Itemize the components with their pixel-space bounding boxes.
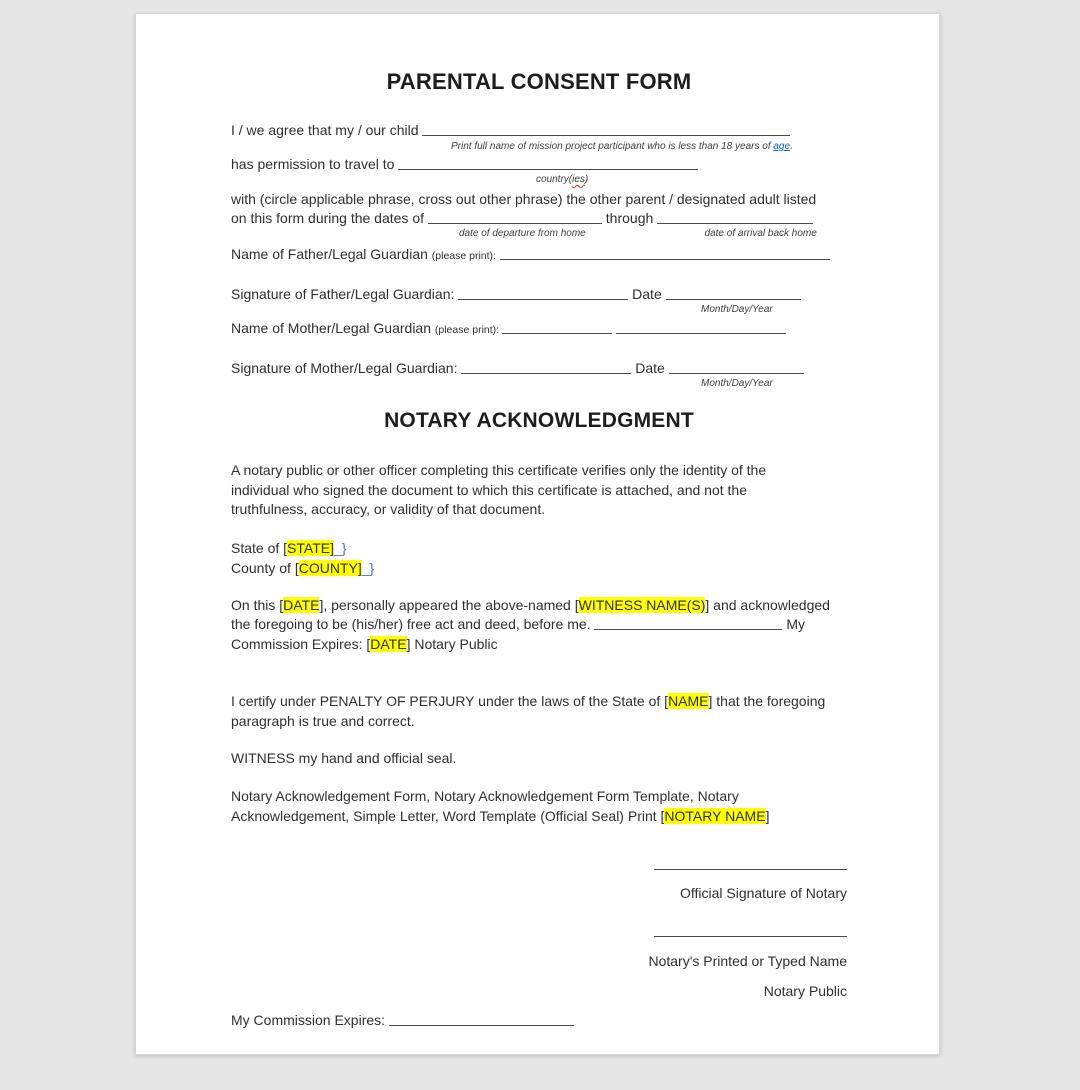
blank-line	[398, 156, 698, 170]
placeholder-highlight[interactable]: NAME	[668, 693, 709, 709]
blank-line	[654, 923, 847, 937]
notary-signature-block	[231, 856, 847, 1001]
accompanying-adult-line	[231, 190, 847, 209]
small-note: (please print):	[434, 324, 503, 336]
caption-dates-row	[231, 228, 847, 240]
state-line	[231, 538, 847, 558]
caption-month-day-year-mother: Month/Day/Year	[701, 378, 773, 389]
text-run: Date	[631, 360, 669, 376]
blank-line	[654, 856, 847, 870]
text-run: Signature of Mother/Legal Guardian:	[231, 360, 462, 376]
content-control-mark: _}	[361, 559, 375, 576]
father-name-line	[231, 245, 847, 266]
text-line	[231, 500, 847, 520]
county-line	[231, 558, 847, 578]
text-run: Signature of Father/Legal Guardian:	[231, 286, 459, 302]
text-line	[231, 787, 847, 807]
keywords-paragraph	[231, 787, 847, 826]
perjury-paragraph	[231, 692, 847, 731]
text-line	[231, 712, 847, 732]
document-page[interactable]	[135, 13, 940, 1055]
father-signature-line	[231, 285, 847, 304]
consent-child-line	[231, 121, 847, 140]
notary-disclaimer-paragraph	[231, 461, 847, 520]
blank-line	[428, 210, 602, 224]
text-line	[231, 596, 847, 616]
document-content	[136, 14, 939, 1090]
blank-line	[500, 246, 830, 260]
text-run: individual who signed the document to which this certificate is attached, and not the	[231, 481, 747, 498]
text-line	[231, 635, 847, 655]
text-run: ] Notary Public	[406, 635, 498, 652]
blank-line	[422, 122, 790, 136]
text-run: A notary public or other officer completing this certificate verifies only the identity of the	[231, 462, 767, 478]
text-run: Print full name of mission project participant who is less than 18 years of	[451, 141, 774, 152]
text-run: WITNESS my hand and official seal.	[231, 750, 457, 766]
text-run: through	[601, 210, 658, 226]
text-run: Notary Acknowledgement Form, Notary Acknowledgement Form Template, Notary	[231, 788, 739, 804]
blank-line	[389, 1012, 574, 1026]
official-signature-rule	[231, 856, 847, 869]
text-run: Name of Mother/Legal Guardian	[231, 320, 435, 336]
blank-line	[616, 320, 786, 334]
text-run: )	[584, 174, 589, 185]
text-run: paragraph is true and correct.	[231, 712, 415, 729]
text-run: with (circle applicable phrase, cross out other phrase) the other parent / designated adult listed	[231, 191, 817, 207]
caption-departure-date: date of departure from home	[459, 228, 586, 239]
text-run: ], personally appeared the above-named [	[319, 596, 579, 613]
text-run: My Commission Expires:	[231, 1012, 389, 1028]
text-run: has permission to travel to	[231, 156, 399, 172]
caption-arrival-date: date of arrival back home	[704, 228, 817, 239]
text-run: State of [	[231, 539, 288, 556]
text-run: .	[790, 141, 793, 152]
printed-name-rule	[231, 923, 847, 936]
notary-public-label: Notary Public	[763, 983, 847, 999]
text-run: country(	[536, 174, 573, 185]
text-run: on this form during the dates of	[231, 210, 428, 226]
text-run: ]	[765, 807, 770, 824]
commission-expires-line	[231, 1011, 847, 1030]
caption-child-name	[451, 141, 847, 153]
witness-seal-line	[231, 749, 847, 768]
text-run: Commission Expires: [	[231, 635, 371, 652]
spellcheck-word: ies	[572, 174, 585, 185]
mother-name-line	[231, 319, 847, 340]
text-run: truthfulness, accuracy, or validity of that document.	[231, 501, 546, 517]
notary-section-title: NOTARY ACKNOWLEDGMENT	[384, 409, 694, 432]
small-note: (please print):	[431, 250, 496, 262]
page-title: PARENTAL CONSENT FORM	[386, 69, 692, 94]
travel-destination-line	[231, 155, 847, 174]
placeholder-highlight[interactable]: DATE	[370, 635, 407, 652]
text-line	[231, 615, 847, 635]
placeholder-highlight[interactable]: WITNESS NAME(S)	[578, 596, 706, 613]
text-run: Date	[628, 286, 666, 302]
text-run: County of [	[231, 559, 299, 576]
text-run: I / we agree that my / our child	[231, 122, 423, 138]
text-run: On this [	[231, 596, 284, 613]
blank-line	[594, 616, 782, 630]
content-control-mark: _}	[333, 539, 347, 556]
text-run: ] and acknowledged	[705, 596, 830, 613]
caption-month-day-year-father: Month/Day/Year	[701, 304, 773, 315]
text-run: ] that the foregoing	[708, 693, 826, 709]
text-run: I certify under PENALTY OF PERJURY under the laws of the State of [	[231, 693, 669, 709]
blank-line	[461, 360, 631, 374]
text-run: the foregoing to be (his/her) free act and deed, before me.	[231, 616, 595, 632]
mother-signature-line	[231, 359, 847, 378]
text-line	[231, 461, 847, 481]
text-run: My	[782, 616, 806, 632]
text-line	[231, 807, 847, 827]
blank-line	[657, 210, 813, 224]
text-line	[231, 481, 847, 501]
placeholder-highlight[interactable]: DATE	[283, 596, 320, 613]
blank-line	[502, 320, 612, 334]
blank-line	[666, 286, 801, 300]
placeholder-highlight[interactable]: STATE]	[287, 539, 334, 556]
blank-line	[458, 286, 628, 300]
travel-dates-line	[231, 209, 847, 228]
hyperlink[interactable]: age	[773, 141, 791, 152]
official-signature-label: Official Signature of Notary	[679, 885, 847, 901]
caption-country	[536, 174, 847, 186]
text-run: Name of Father/Legal Guardian	[231, 246, 432, 262]
notary-appearance-paragraph	[231, 596, 847, 655]
printed-name-label: Notary's Printed or Typed Name	[648, 953, 847, 969]
placeholder-highlight[interactable]: NOTARY NAME	[664, 807, 766, 824]
blank-line	[669, 360, 804, 374]
text-run: Acknowledgement, Simple Letter, Word Template (Official Seal) Print [	[231, 807, 665, 824]
placeholder-highlight[interactable]: COUNTY]	[298, 559, 362, 576]
text-line	[231, 692, 847, 712]
